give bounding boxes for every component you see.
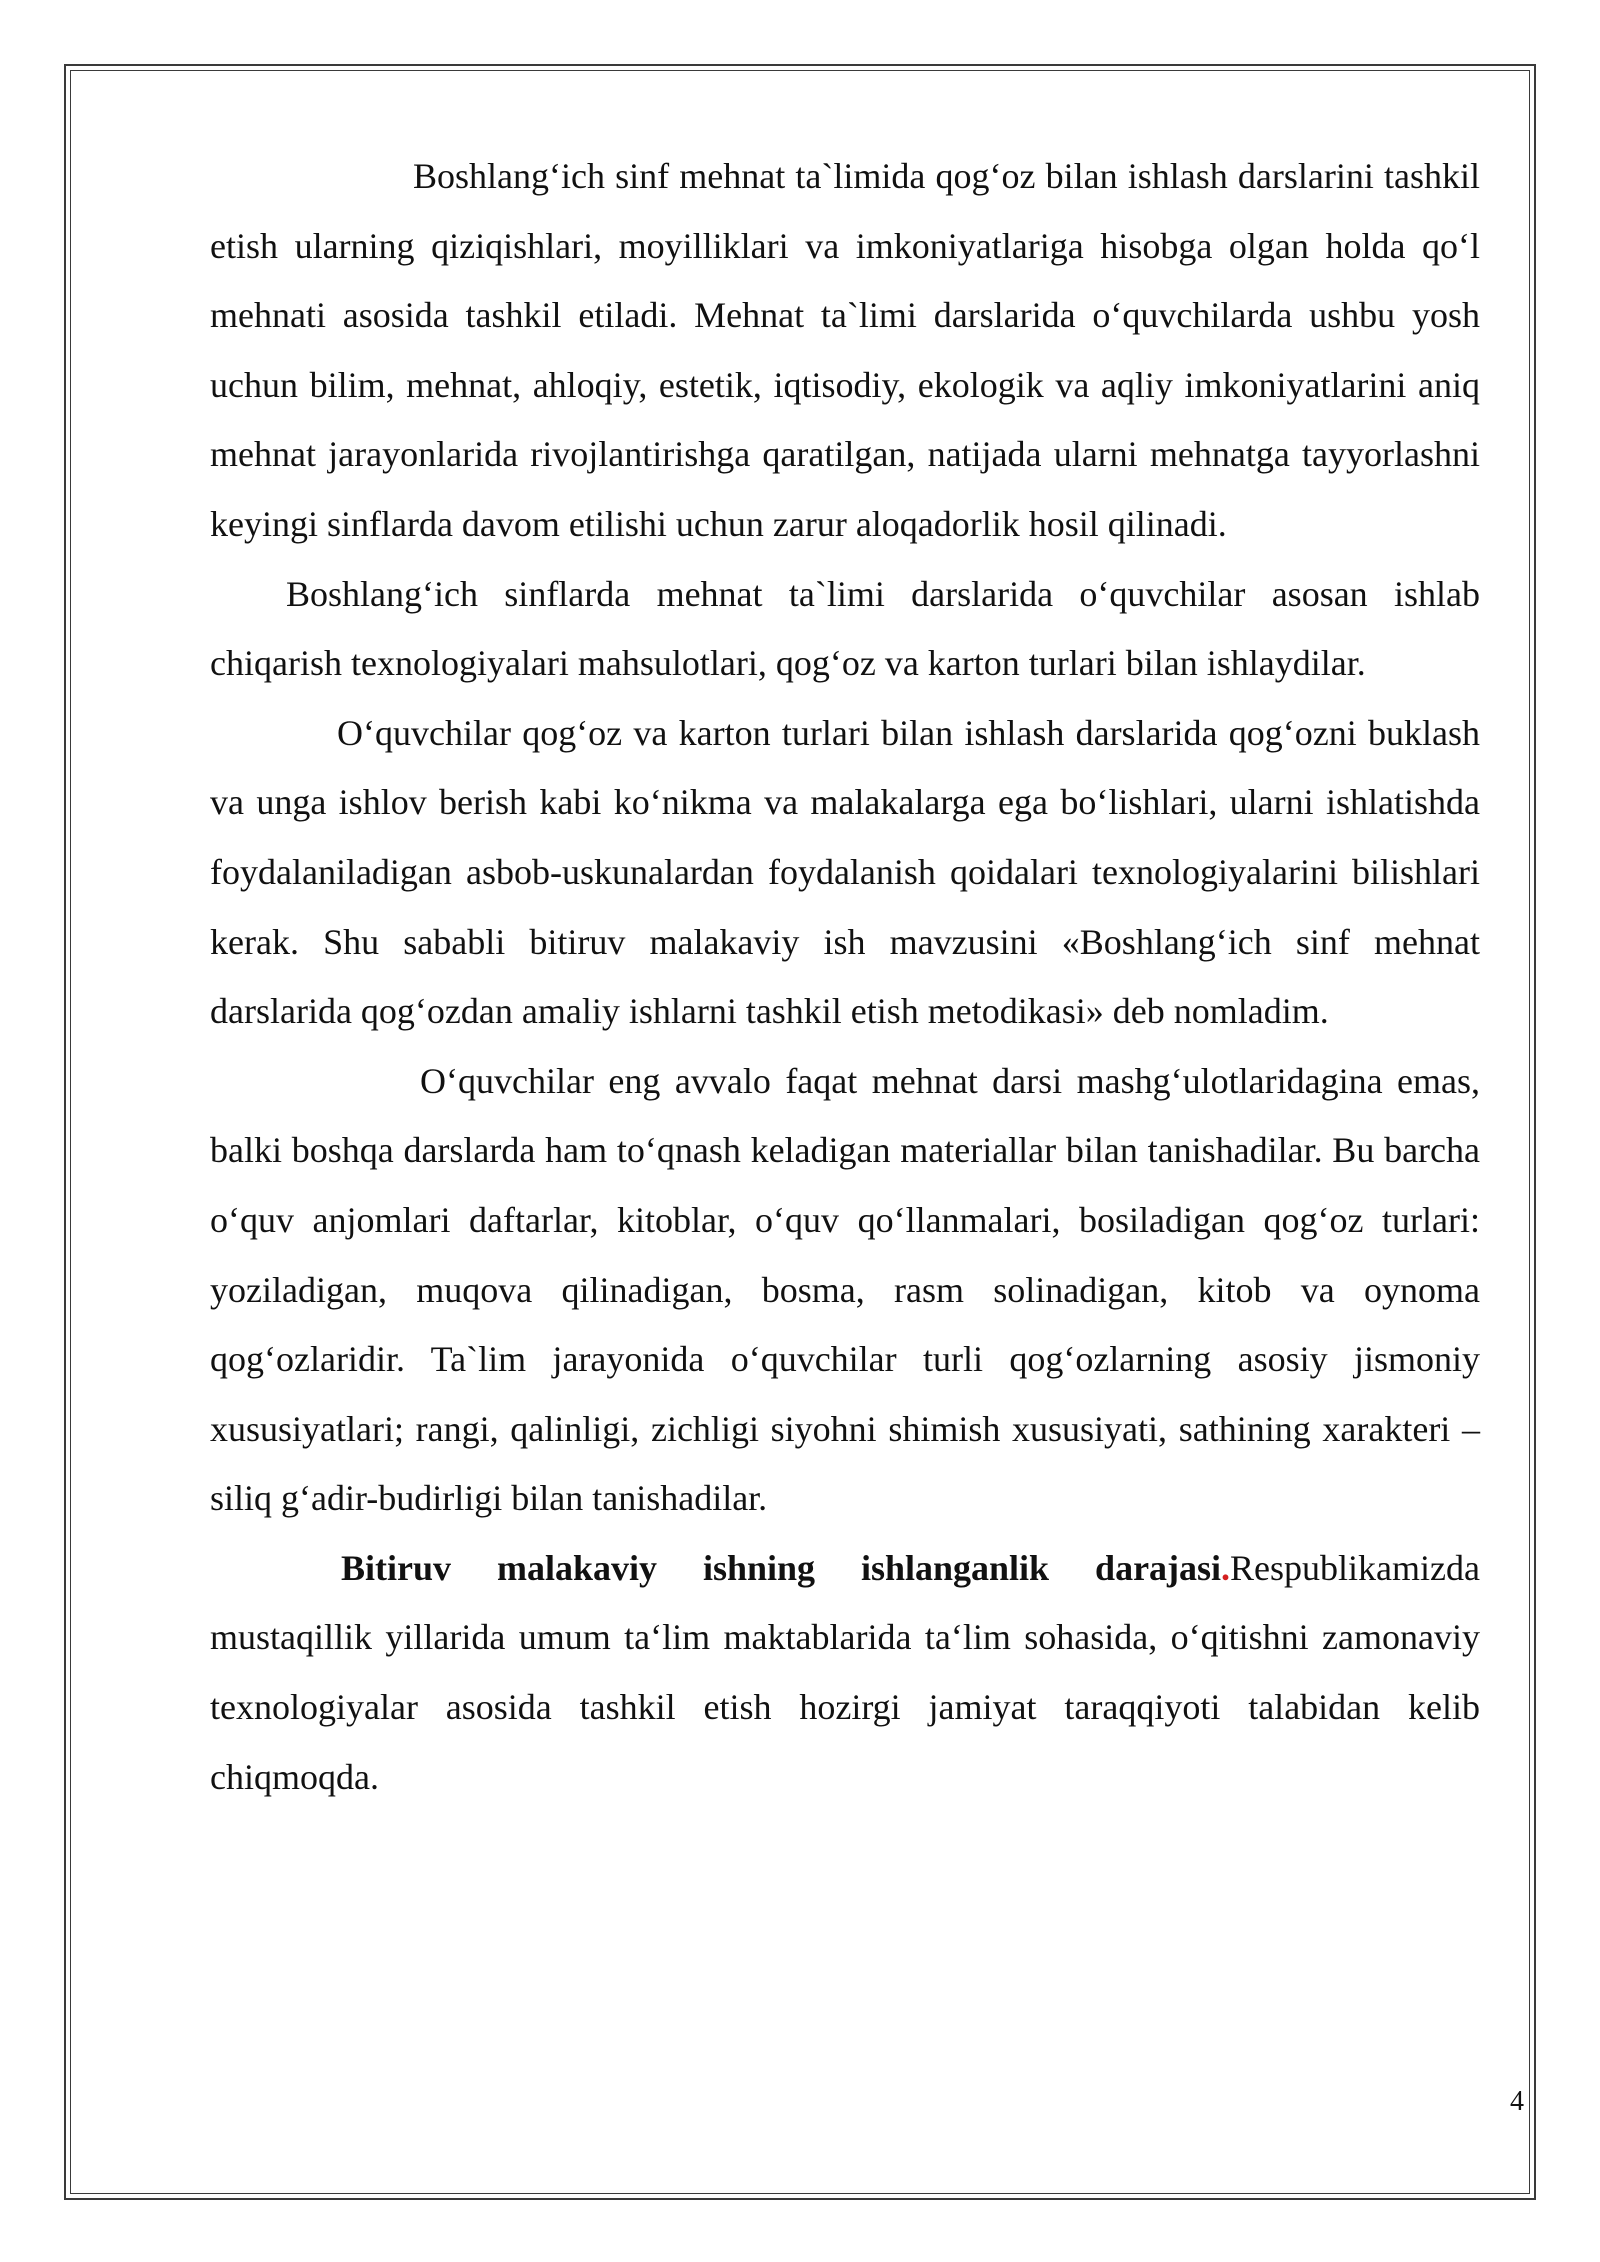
paragraph-5	[210, 1534, 1480, 1812]
paragraph-2: Boshlang‘ich sinflarda mehnat ta`limi darslarida o‘quvchilar asosan ishlab chiqarish texnologiyalari mahsulotlari, qog‘oz va karton turlari bilan ishlaydilar.	[210, 573, 1480, 684]
page-number: 4	[1510, 2086, 1524, 2117]
paragraph-1: Boshlang‘ich sinf mehnat ta`limida qog‘oz bilan ishlash darslarini tashkil etish ularning qiziqishlari, moyilliklari va imkoniyatlariga hisobga olgan holda qo‘l mehnati asosida tashkil etiladi. Mehnat ta`limi darslarida o‘quvchilarda ushbu yosh uchun bilim, mehnat, ahloqiy, estetik, iqtisodiy, ekologik va aqliy imkoniyatlarini aniq mehnat jarayonlarida rivojlantirishga qaratilgan, natijada ularni mehnatga tayyorlashni keyingi sinflarda davom etilishi uchun zarur aloqadorlik hosil qilinadi.	[210, 156, 1480, 544]
paragraph-5-text: Respublikamizda mustaqillik yillarida umum ta‘lim maktablarida ta‘lim sohasida, o‘qitishni zamonaviy texnologiyalar asosida tashkil etish hozirgi jamiyat taraqqiyoti talabidan kelib chiqmoqda.	[210, 1547, 1480, 1797]
accent-period: .	[1221, 1547, 1231, 1588]
section-heading-inline: Bitiruv malakaviy ishning ishlanganlik darajasi	[341, 1547, 1222, 1588]
document-body	[210, 142, 1480, 1812]
paragraph-3: O‘quvchilar qog‘oz va karton turlari bilan ishlash darslarida qog‘ozni buklash va unga ishlov berish kabi ko‘nikma va malakalarga ega bo‘lishlari, ularni ishlatishda foydalaniladigan asbob-uskunalardan foydalanish qoidalari texnologiyalarini bilishlari kerak. Shu sababli bitiruv malakaviy ish mavzusini «Boshlang‘ich sinf mehnat darslarida qog‘ozdan amaliy ishlarni tashkil etish metodikasi» deb nomladim.	[210, 712, 1480, 1032]
paragraph-4: O‘quvchilar eng avvalo faqat mehnat darsi mashg‘ulotlaridagina emas, balki boshqa darslarda ham to‘qnash keladigan materiallar bilan tanishadilar. Bu barcha o‘quv anjomlari daftarlar, kitoblar, o‘quv qo‘llanmalari, bosiladigan qog‘oz turlari: yoziladigan, muqova qilinadigan, bosma, rasm solinadigan, kitob va oynoma qog‘ozlaridir. Ta`lim jarayonida o‘quvchilar turli qog‘ozlarning asosiy jismoniy xususiyatlari; rangi, qalinligi, zichligi siyohni shimish xususiyati, sathining xarakteri – siliq g‘adir-budirligi bilan tanishadilar.	[210, 1060, 1480, 1519]
